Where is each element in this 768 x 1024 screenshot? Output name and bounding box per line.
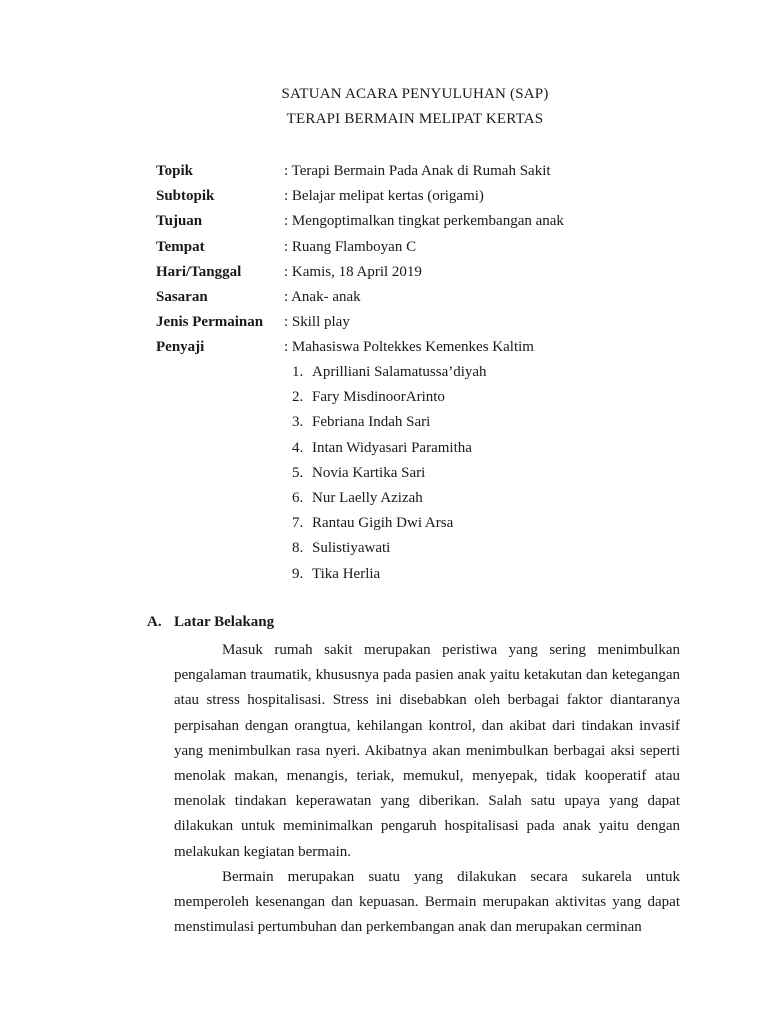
info-value: : Terapi Bermain Pada Anak di Rumah Sakit — [284, 163, 551, 179]
info-row-penyaji — [156, 337, 716, 362]
list-item — [292, 463, 487, 488]
section-heading — [147, 614, 274, 631]
info-value: : Belajar melipat kertas (origami) — [284, 188, 484, 205]
presenter-name: Febriana Indah Sari — [312, 414, 431, 431]
document-title: SATUAN ACARA PENYULUHAN (SAP) — [281, 86, 549, 102]
presenter-name: Rantau Gigih Dwi Arsa — [312, 515, 454, 532]
presenter-name: Intan Widyasari Paramitha — [312, 439, 472, 456]
presenter-name: Fary MisdinoorArinto — [312, 389, 445, 406]
presenter-list — [292, 362, 487, 589]
list-item — [292, 538, 487, 563]
list-item — [292, 412, 487, 437]
list-item — [292, 513, 487, 538]
list-number: 3. — [292, 414, 304, 431]
info-label: Tempat — [156, 238, 205, 255]
list-number: 9. — [292, 565, 304, 582]
section-title: Latar Belakang — [174, 614, 275, 630]
list-item — [292, 362, 487, 387]
info-label: Sasaran — [156, 288, 208, 305]
list-number: 4. — [292, 439, 304, 456]
info-row-tujuan — [156, 211, 716, 236]
info-row-hari-tanggal — [156, 262, 716, 287]
info-label: Subtopik — [156, 188, 215, 205]
presenter-name: Aprilliani Salamatussa’diyah — [312, 364, 487, 380]
list-number: 6. — [292, 489, 304, 506]
info-row-tempat — [156, 237, 716, 262]
info-table — [156, 161, 716, 363]
list-number: 1. — [292, 364, 304, 380]
presenter-name: Tika Herlia — [312, 565, 381, 582]
info-row-sasaran — [156, 287, 716, 312]
list-item — [292, 564, 487, 589]
list-number: 8. — [292, 540, 304, 557]
presenter-name: Novia Kartika Sari — [312, 464, 426, 481]
info-value: : Mahasiswa Poltekkes Kemenkes Kaltim — [284, 339, 534, 356]
info-row-topik — [156, 161, 716, 186]
info-row-subtopik — [156, 186, 716, 211]
list-number: 5. — [292, 464, 304, 481]
list-item — [292, 438, 487, 463]
paragraph: Bermain merupakan suatu yang dilakukan secara sukarela untuk memperoleh kesenangan dan kepuasan. Bermain merupakan aktivitas yang dapat menstimulasi pertumbuhan dan perkembangan anak dan merupakan cerminan — [174, 868, 680, 936]
section-body — [174, 638, 680, 940]
info-label: Hari/Tanggal — [156, 263, 242, 280]
section-letter: A. — [147, 614, 162, 630]
paragraph: Masuk rumah sakit merupakan peristiwa yang sering menimbulkan pengalaman traumatik, khususnya pada pasien anak yaitu ketakutan dan ketegangan atau stress hospitalisasi. Stress ini disebabkan oleh berbagai faktor diantaranya perpisahan dengan orangtua, kehilangan kontrol, dan akibat dari tindakan invasif yang menimbulkan rasa nyeri. Akibatnya akan menimbulkan berbagai aksi seperti menolak makan, menangis, teriak, memukul, menyepak, tidak kooperatif atau menolak tindakan keperawatan yang diberikan. Salah satu upaya yang dapat dilakukan untuk meminimalkan pengaruh hospitalisasi pada anak yaitu dengan melakukan kegiatan bermain. — [174, 642, 680, 860]
info-value: : Kamis, 18 April 2019 — [284, 263, 422, 280]
list-number: 2. — [292, 389, 304, 406]
info-value: : Skill play — [284, 314, 350, 331]
info-label: Jenis Permainan — [156, 314, 264, 331]
info-value: : Anak- anak — [284, 288, 361, 305]
info-label: Penyaji — [156, 339, 205, 356]
info-label: Tujuan — [156, 213, 203, 230]
info-value: : Ruang Flamboyan C — [284, 238, 417, 255]
info-value: : Mengoptimalkan tingkat perkembangan anak — [284, 213, 564, 230]
info-label: Topik — [156, 163, 193, 179]
presenter-name: Sulistiyawati — [312, 540, 391, 557]
list-number: 7. — [292, 515, 304, 532]
list-item — [292, 387, 487, 412]
presenter-name: Nur Laelly Azizah — [312, 489, 423, 506]
list-item — [292, 488, 487, 513]
document-subtitle: TERAPI BERMAIN MELIPAT KERTAS — [286, 111, 544, 127]
info-row-jenis-permainan — [156, 312, 716, 337]
